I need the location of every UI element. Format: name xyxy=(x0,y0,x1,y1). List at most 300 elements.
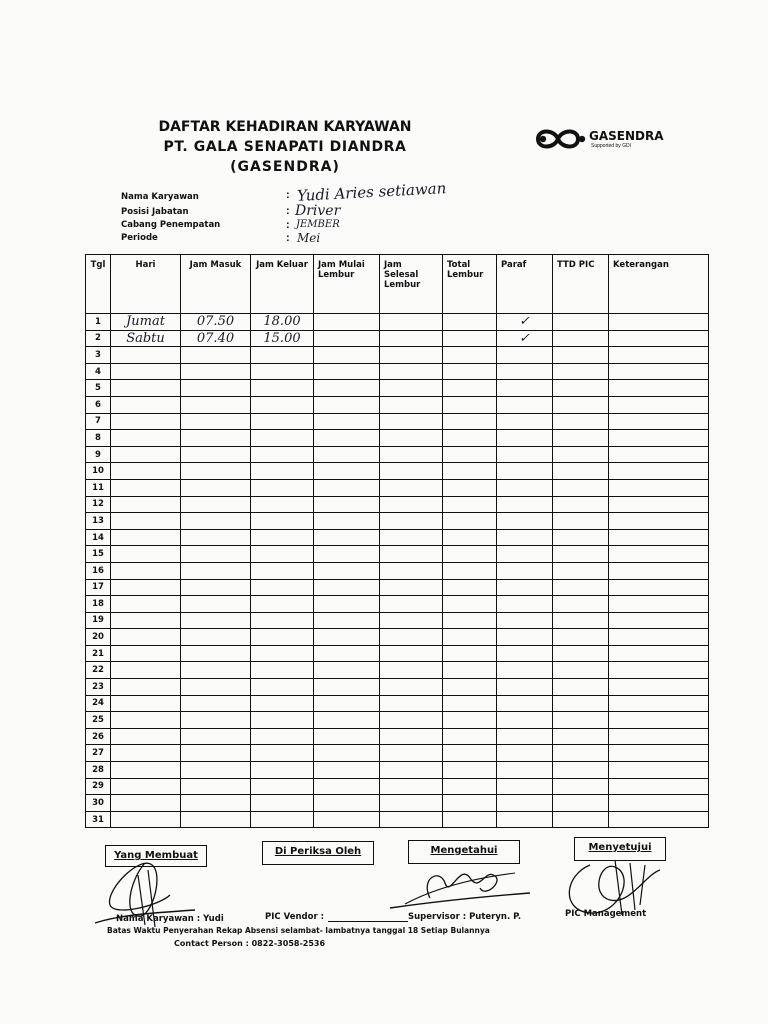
jam-selesai-lembur-cell xyxy=(380,496,443,513)
tgl-cell: 24 xyxy=(86,695,111,712)
hari-cell xyxy=(111,745,181,762)
jam-keluar-cell xyxy=(251,612,314,629)
ttd-pic-cell xyxy=(553,347,609,364)
paraf-cell xyxy=(497,795,553,812)
total-lembur-cell xyxy=(443,347,497,364)
footer-pic-vendor: PIC Vendor : xyxy=(265,912,324,922)
logo-wordmark: GASENDRA xyxy=(589,129,664,143)
ttd-pic-cell xyxy=(553,762,609,779)
paraf-cell xyxy=(497,413,553,430)
jam-mulai-lembur-cell xyxy=(314,463,380,480)
ttd-pic-cell xyxy=(553,363,609,380)
jam-masuk-cell xyxy=(181,380,251,397)
jam-selesai-lembur-cell xyxy=(380,612,443,629)
jam-mulai-lembur-cell xyxy=(314,347,380,364)
jam-mulai-lembur-cell xyxy=(314,562,380,579)
table-row xyxy=(86,795,709,812)
jam-masuk-cell xyxy=(181,479,251,496)
jam-keluar-cell xyxy=(251,529,314,546)
paraf-cell xyxy=(497,745,553,762)
jam-keluar-cell xyxy=(251,413,314,430)
hari-cell xyxy=(111,795,181,812)
tgl-cell: 1 xyxy=(86,314,111,331)
total-lembur-cell xyxy=(443,795,497,812)
hari-cell xyxy=(111,811,181,828)
ttd-pic-cell xyxy=(553,479,609,496)
hari-cell xyxy=(111,479,181,496)
jam-selesai-lembur-cell xyxy=(380,413,443,430)
ttd-pic-cell xyxy=(553,562,609,579)
total-lembur-cell xyxy=(443,330,497,347)
jam-selesai-lembur-cell xyxy=(380,645,443,662)
total-lembur-cell xyxy=(443,612,497,629)
keterangan-cell xyxy=(609,612,709,629)
paraf-cell xyxy=(497,679,553,696)
ttd-pic-cell xyxy=(553,446,609,463)
jam-masuk-cell xyxy=(181,645,251,662)
jam-selesai-lembur-cell xyxy=(380,745,443,762)
total-lembur-cell xyxy=(443,413,497,430)
jam-mulai-lembur-cell xyxy=(314,596,380,613)
tgl-cell: 30 xyxy=(86,795,111,812)
paraf-cell xyxy=(497,645,553,662)
table-row xyxy=(86,363,709,380)
jam-masuk-cell xyxy=(181,347,251,364)
total-lembur-cell xyxy=(443,562,497,579)
tgl-cell: 22 xyxy=(86,662,111,679)
total-lembur-cell xyxy=(443,529,497,546)
ttd-pic-cell xyxy=(553,413,609,430)
jam-keluar-cell: 15.00 xyxy=(251,330,314,347)
footer-pic-management: PIC Management xyxy=(565,909,647,919)
hari-cell xyxy=(111,662,181,679)
keterangan-cell xyxy=(609,314,709,331)
jam-keluar-cell xyxy=(251,645,314,662)
jam-masuk-cell xyxy=(181,430,251,447)
keterangan-cell xyxy=(609,562,709,579)
pic-vendor-line xyxy=(328,921,408,922)
ttd-pic-cell xyxy=(553,679,609,696)
tgl-cell: 15 xyxy=(86,546,111,563)
total-lembur-cell xyxy=(443,728,497,745)
jam-keluar-cell xyxy=(251,380,314,397)
ttd-pic-cell xyxy=(553,612,609,629)
gasendra-logo xyxy=(534,124,674,158)
jam-masuk-cell xyxy=(181,446,251,463)
paraf-cell xyxy=(497,712,553,729)
hari-cell xyxy=(111,695,181,712)
colon: : xyxy=(286,219,290,231)
paraf-cell: ✓ xyxy=(497,314,553,331)
hari-cell xyxy=(111,629,181,646)
hari-cell xyxy=(111,430,181,447)
keterangan-cell xyxy=(609,529,709,546)
ttd-pic-cell xyxy=(553,629,609,646)
keterangan-cell xyxy=(609,396,709,413)
table-row xyxy=(86,679,709,696)
keterangan-cell xyxy=(609,446,709,463)
table-row xyxy=(86,712,709,729)
col-header: Jam Mulai Lembur xyxy=(314,255,380,314)
jam-keluar-cell: 18.00 xyxy=(251,314,314,331)
tgl-cell: 18 xyxy=(86,596,111,613)
jam-selesai-lembur-cell xyxy=(380,347,443,364)
table-row xyxy=(86,778,709,795)
attendance-table xyxy=(85,254,709,828)
col-header: Jam Masuk xyxy=(181,255,251,314)
jam-keluar-cell xyxy=(251,811,314,828)
jam-mulai-lembur-cell xyxy=(314,446,380,463)
hari-cell xyxy=(111,463,181,480)
jam-selesai-lembur-cell xyxy=(380,695,443,712)
jam-selesai-lembur-cell xyxy=(380,562,443,579)
jam-keluar-cell xyxy=(251,579,314,596)
tgl-cell: 14 xyxy=(86,529,111,546)
ttd-pic-cell xyxy=(553,745,609,762)
jam-mulai-lembur-cell xyxy=(314,778,380,795)
jam-mulai-lembur-cell xyxy=(314,479,380,496)
hari-cell xyxy=(111,596,181,613)
keterangan-cell xyxy=(609,546,709,563)
table-row xyxy=(86,446,709,463)
keterangan-cell xyxy=(609,762,709,779)
jam-keluar-cell xyxy=(251,795,314,812)
tgl-cell: 6 xyxy=(86,396,111,413)
jam-selesai-lembur-cell xyxy=(380,762,443,779)
tgl-cell: 17 xyxy=(86,579,111,596)
jam-masuk-cell xyxy=(181,513,251,530)
ttd-pic-cell xyxy=(553,811,609,828)
posisi-value: Driver xyxy=(295,203,341,219)
col-header: Tgl xyxy=(86,255,111,314)
diperiksa-box: Di Periksa Oleh xyxy=(262,841,374,865)
table-row xyxy=(86,513,709,530)
ttd-pic-cell xyxy=(553,529,609,546)
table-row xyxy=(86,396,709,413)
jam-masuk-cell xyxy=(181,413,251,430)
jam-selesai-lembur-cell xyxy=(380,778,443,795)
tgl-cell: 3 xyxy=(86,347,111,364)
table-row xyxy=(86,380,709,397)
paraf-cell xyxy=(497,778,553,795)
tgl-cell: 4 xyxy=(86,363,111,380)
total-lembur-cell xyxy=(443,446,497,463)
jam-keluar-cell xyxy=(251,629,314,646)
tgl-cell: 8 xyxy=(86,430,111,447)
jam-selesai-lembur-cell xyxy=(380,430,443,447)
footer-nama-karyawan: Nama Karyawan : Yudi xyxy=(116,914,224,924)
paraf-cell xyxy=(497,529,553,546)
jam-masuk-cell: 07.40 xyxy=(181,330,251,347)
total-lembur-cell xyxy=(443,430,497,447)
table-row xyxy=(86,347,709,364)
jam-keluar-cell xyxy=(251,562,314,579)
total-lembur-cell xyxy=(443,629,497,646)
jam-masuk-cell xyxy=(181,762,251,779)
hari-cell xyxy=(111,679,181,696)
tgl-cell: 12 xyxy=(86,496,111,513)
tgl-cell: 11 xyxy=(86,479,111,496)
jam-selesai-lembur-cell xyxy=(380,479,443,496)
col-header: Total Lembur xyxy=(443,255,497,314)
jam-mulai-lembur-cell xyxy=(314,380,380,397)
table-row xyxy=(86,546,709,563)
menyetujui-box: Menyetujui xyxy=(574,837,666,861)
tgl-cell: 10 xyxy=(86,463,111,480)
jam-masuk-cell xyxy=(181,679,251,696)
table-row xyxy=(86,430,709,447)
ttd-pic-cell xyxy=(553,513,609,530)
table-row xyxy=(86,529,709,546)
total-lembur-cell xyxy=(443,662,497,679)
keterangan-cell xyxy=(609,347,709,364)
hari-cell xyxy=(111,546,181,563)
jam-keluar-cell xyxy=(251,762,314,779)
paraf-cell xyxy=(497,513,553,530)
hari-cell xyxy=(111,778,181,795)
jam-keluar-cell xyxy=(251,662,314,679)
jam-keluar-cell xyxy=(251,546,314,563)
jam-selesai-lembur-cell xyxy=(380,712,443,729)
tgl-cell: 21 xyxy=(86,645,111,662)
table-header-row xyxy=(86,255,709,314)
jam-mulai-lembur-cell xyxy=(314,811,380,828)
jam-keluar-cell xyxy=(251,347,314,364)
paraf-cell xyxy=(497,363,553,380)
col-header: TTD PIC xyxy=(553,255,609,314)
total-lembur-cell xyxy=(443,479,497,496)
company-abbrev: (GASENDRA) xyxy=(230,159,340,175)
jam-mulai-lembur-cell xyxy=(314,745,380,762)
jam-mulai-lembur-cell xyxy=(314,795,380,812)
table-row xyxy=(86,579,709,596)
paraf-cell xyxy=(497,728,553,745)
table-row xyxy=(86,728,709,745)
footer-supervisor: Supervisor : Puteryn. P. xyxy=(408,912,522,922)
jam-masuk-cell xyxy=(181,396,251,413)
tgl-cell: 16 xyxy=(86,562,111,579)
tgl-cell: 27 xyxy=(86,745,111,762)
total-lembur-cell xyxy=(443,645,497,662)
jam-mulai-lembur-cell xyxy=(314,612,380,629)
keterangan-cell xyxy=(609,330,709,347)
paraf-cell xyxy=(497,695,553,712)
jam-selesai-lembur-cell xyxy=(380,446,443,463)
yang-membuat-box: Yang Membuat xyxy=(105,845,207,867)
nama-value: Yudi Aries setiawan xyxy=(296,179,447,205)
keterangan-cell xyxy=(609,479,709,496)
ttd-pic-cell xyxy=(553,314,609,331)
jam-masuk-cell: 07.50 xyxy=(181,314,251,331)
jam-keluar-cell xyxy=(251,679,314,696)
paraf-cell xyxy=(497,762,553,779)
hari-cell xyxy=(111,645,181,662)
hari-cell xyxy=(111,380,181,397)
jam-keluar-cell xyxy=(251,396,314,413)
jam-mulai-lembur-cell xyxy=(314,546,380,563)
jam-selesai-lembur-cell xyxy=(380,596,443,613)
keterangan-cell xyxy=(609,413,709,430)
signature-supervisor xyxy=(385,858,535,918)
hari-cell xyxy=(111,529,181,546)
hari-cell xyxy=(111,396,181,413)
table-row xyxy=(86,413,709,430)
jam-mulai-lembur-cell xyxy=(314,513,380,530)
jam-selesai-lembur-cell xyxy=(380,811,443,828)
jam-masuk-cell xyxy=(181,629,251,646)
periode-label: Periode xyxy=(121,233,158,243)
hari-cell xyxy=(111,347,181,364)
table-row xyxy=(86,629,709,646)
total-lembur-cell xyxy=(443,496,497,513)
total-lembur-cell xyxy=(443,712,497,729)
col-header: Hari xyxy=(111,255,181,314)
keterangan-cell xyxy=(609,695,709,712)
jam-mulai-lembur-cell xyxy=(314,629,380,646)
hari-cell xyxy=(111,496,181,513)
jam-mulai-lembur-cell xyxy=(314,314,380,331)
ttd-pic-cell xyxy=(553,596,609,613)
table-row xyxy=(86,314,709,331)
jam-selesai-lembur-cell xyxy=(380,529,443,546)
total-lembur-cell xyxy=(443,396,497,413)
jam-mulai-lembur-cell xyxy=(314,645,380,662)
keterangan-cell xyxy=(609,496,709,513)
paraf-cell xyxy=(497,446,553,463)
keterangan-cell xyxy=(609,662,709,679)
jam-selesai-lembur-cell xyxy=(380,629,443,646)
total-lembur-cell xyxy=(443,314,497,331)
ttd-pic-cell xyxy=(553,795,609,812)
jam-selesai-lembur-cell xyxy=(380,380,443,397)
jam-keluar-cell xyxy=(251,479,314,496)
tgl-cell: 31 xyxy=(86,811,111,828)
keterangan-cell xyxy=(609,513,709,530)
doc-title: DAFTAR KEHADIRAN KARYAWAN xyxy=(158,119,412,135)
ttd-pic-cell xyxy=(553,579,609,596)
col-header: Paraf xyxy=(497,255,553,314)
hari-cell xyxy=(111,762,181,779)
hari-cell xyxy=(111,612,181,629)
jam-selesai-lembur-cell xyxy=(380,679,443,696)
col-header: Jam Selesal Lembur xyxy=(380,255,443,314)
hari-cell xyxy=(111,363,181,380)
paraf-cell xyxy=(497,380,553,397)
jam-selesai-lembur-cell xyxy=(380,546,443,563)
keterangan-cell xyxy=(609,679,709,696)
jam-keluar-cell xyxy=(251,728,314,745)
jam-masuk-cell xyxy=(181,728,251,745)
jam-mulai-lembur-cell xyxy=(314,762,380,779)
paraf-cell xyxy=(497,612,553,629)
ttd-pic-cell xyxy=(553,778,609,795)
keterangan-cell xyxy=(609,795,709,812)
paraf-cell xyxy=(497,579,553,596)
jam-keluar-cell xyxy=(251,363,314,380)
tgl-cell: 29 xyxy=(86,778,111,795)
hari-cell xyxy=(111,579,181,596)
hari-cell xyxy=(111,728,181,745)
keterangan-cell xyxy=(609,380,709,397)
jam-masuk-cell xyxy=(181,662,251,679)
jam-mulai-lembur-cell xyxy=(314,662,380,679)
jam-selesai-lembur-cell xyxy=(380,795,443,812)
total-lembur-cell xyxy=(443,380,497,397)
table-row xyxy=(86,811,709,828)
tgl-cell: 9 xyxy=(86,446,111,463)
posisi-label: Posisi Jabatan xyxy=(121,207,189,217)
ttd-pic-cell xyxy=(553,496,609,513)
jam-mulai-lembur-cell xyxy=(314,695,380,712)
ttd-pic-cell xyxy=(553,645,609,662)
ttd-pic-cell xyxy=(553,695,609,712)
ttd-pic-cell xyxy=(553,662,609,679)
cabang-label: Cabang Penempatan xyxy=(121,220,221,230)
paraf-cell xyxy=(497,562,553,579)
table-row xyxy=(86,479,709,496)
total-lembur-cell xyxy=(443,695,497,712)
jam-keluar-cell xyxy=(251,430,314,447)
jam-mulai-lembur-cell xyxy=(314,363,380,380)
tgl-cell: 7 xyxy=(86,413,111,430)
total-lembur-cell xyxy=(443,745,497,762)
total-lembur-cell xyxy=(443,579,497,596)
tgl-cell: 28 xyxy=(86,762,111,779)
jam-selesai-lembur-cell xyxy=(380,662,443,679)
nama-label: Nama Karyawan xyxy=(121,192,199,202)
table-row xyxy=(86,562,709,579)
mengetahui-box: Mengetahui xyxy=(408,840,520,864)
jam-keluar-cell xyxy=(251,778,314,795)
col-header: Keterangan xyxy=(609,255,709,314)
jam-masuk-cell xyxy=(181,579,251,596)
jam-masuk-cell xyxy=(181,778,251,795)
paraf-cell: ✓ xyxy=(497,330,553,347)
jam-keluar-cell xyxy=(251,446,314,463)
paraf-cell xyxy=(497,811,553,828)
ttd-pic-cell xyxy=(553,728,609,745)
footer-batas-waktu: Batas Waktu Penyerahan Rekap Absensi selambat- lambatnya tanggal 18 Setiap Bulannya xyxy=(107,926,490,935)
paraf-cell xyxy=(497,479,553,496)
paraf-cell xyxy=(497,347,553,364)
table-row xyxy=(86,695,709,712)
footer-contact: Contact Person : 0822-3058-2536 xyxy=(174,939,326,948)
hari-cell xyxy=(111,413,181,430)
jam-masuk-cell xyxy=(181,795,251,812)
cabang-value: JEMBER xyxy=(296,219,340,230)
gasendra-logo-icon xyxy=(534,124,588,154)
paraf-cell xyxy=(497,596,553,613)
tgl-cell: 25 xyxy=(86,712,111,729)
ttd-pic-cell xyxy=(553,380,609,397)
total-lembur-cell xyxy=(443,596,497,613)
jam-mulai-lembur-cell xyxy=(314,728,380,745)
jam-keluar-cell xyxy=(251,463,314,480)
jam-mulai-lembur-cell xyxy=(314,679,380,696)
jam-selesai-lembur-cell xyxy=(380,363,443,380)
jam-masuk-cell xyxy=(181,529,251,546)
jam-mulai-lembur-cell xyxy=(314,712,380,729)
jam-masuk-cell xyxy=(181,712,251,729)
table-row xyxy=(86,745,709,762)
total-lembur-cell xyxy=(443,679,497,696)
jam-mulai-lembur-cell xyxy=(314,496,380,513)
total-lembur-cell xyxy=(443,778,497,795)
paraf-cell xyxy=(497,396,553,413)
colon: : xyxy=(286,232,290,244)
table-row xyxy=(86,662,709,679)
jam-keluar-cell xyxy=(251,745,314,762)
